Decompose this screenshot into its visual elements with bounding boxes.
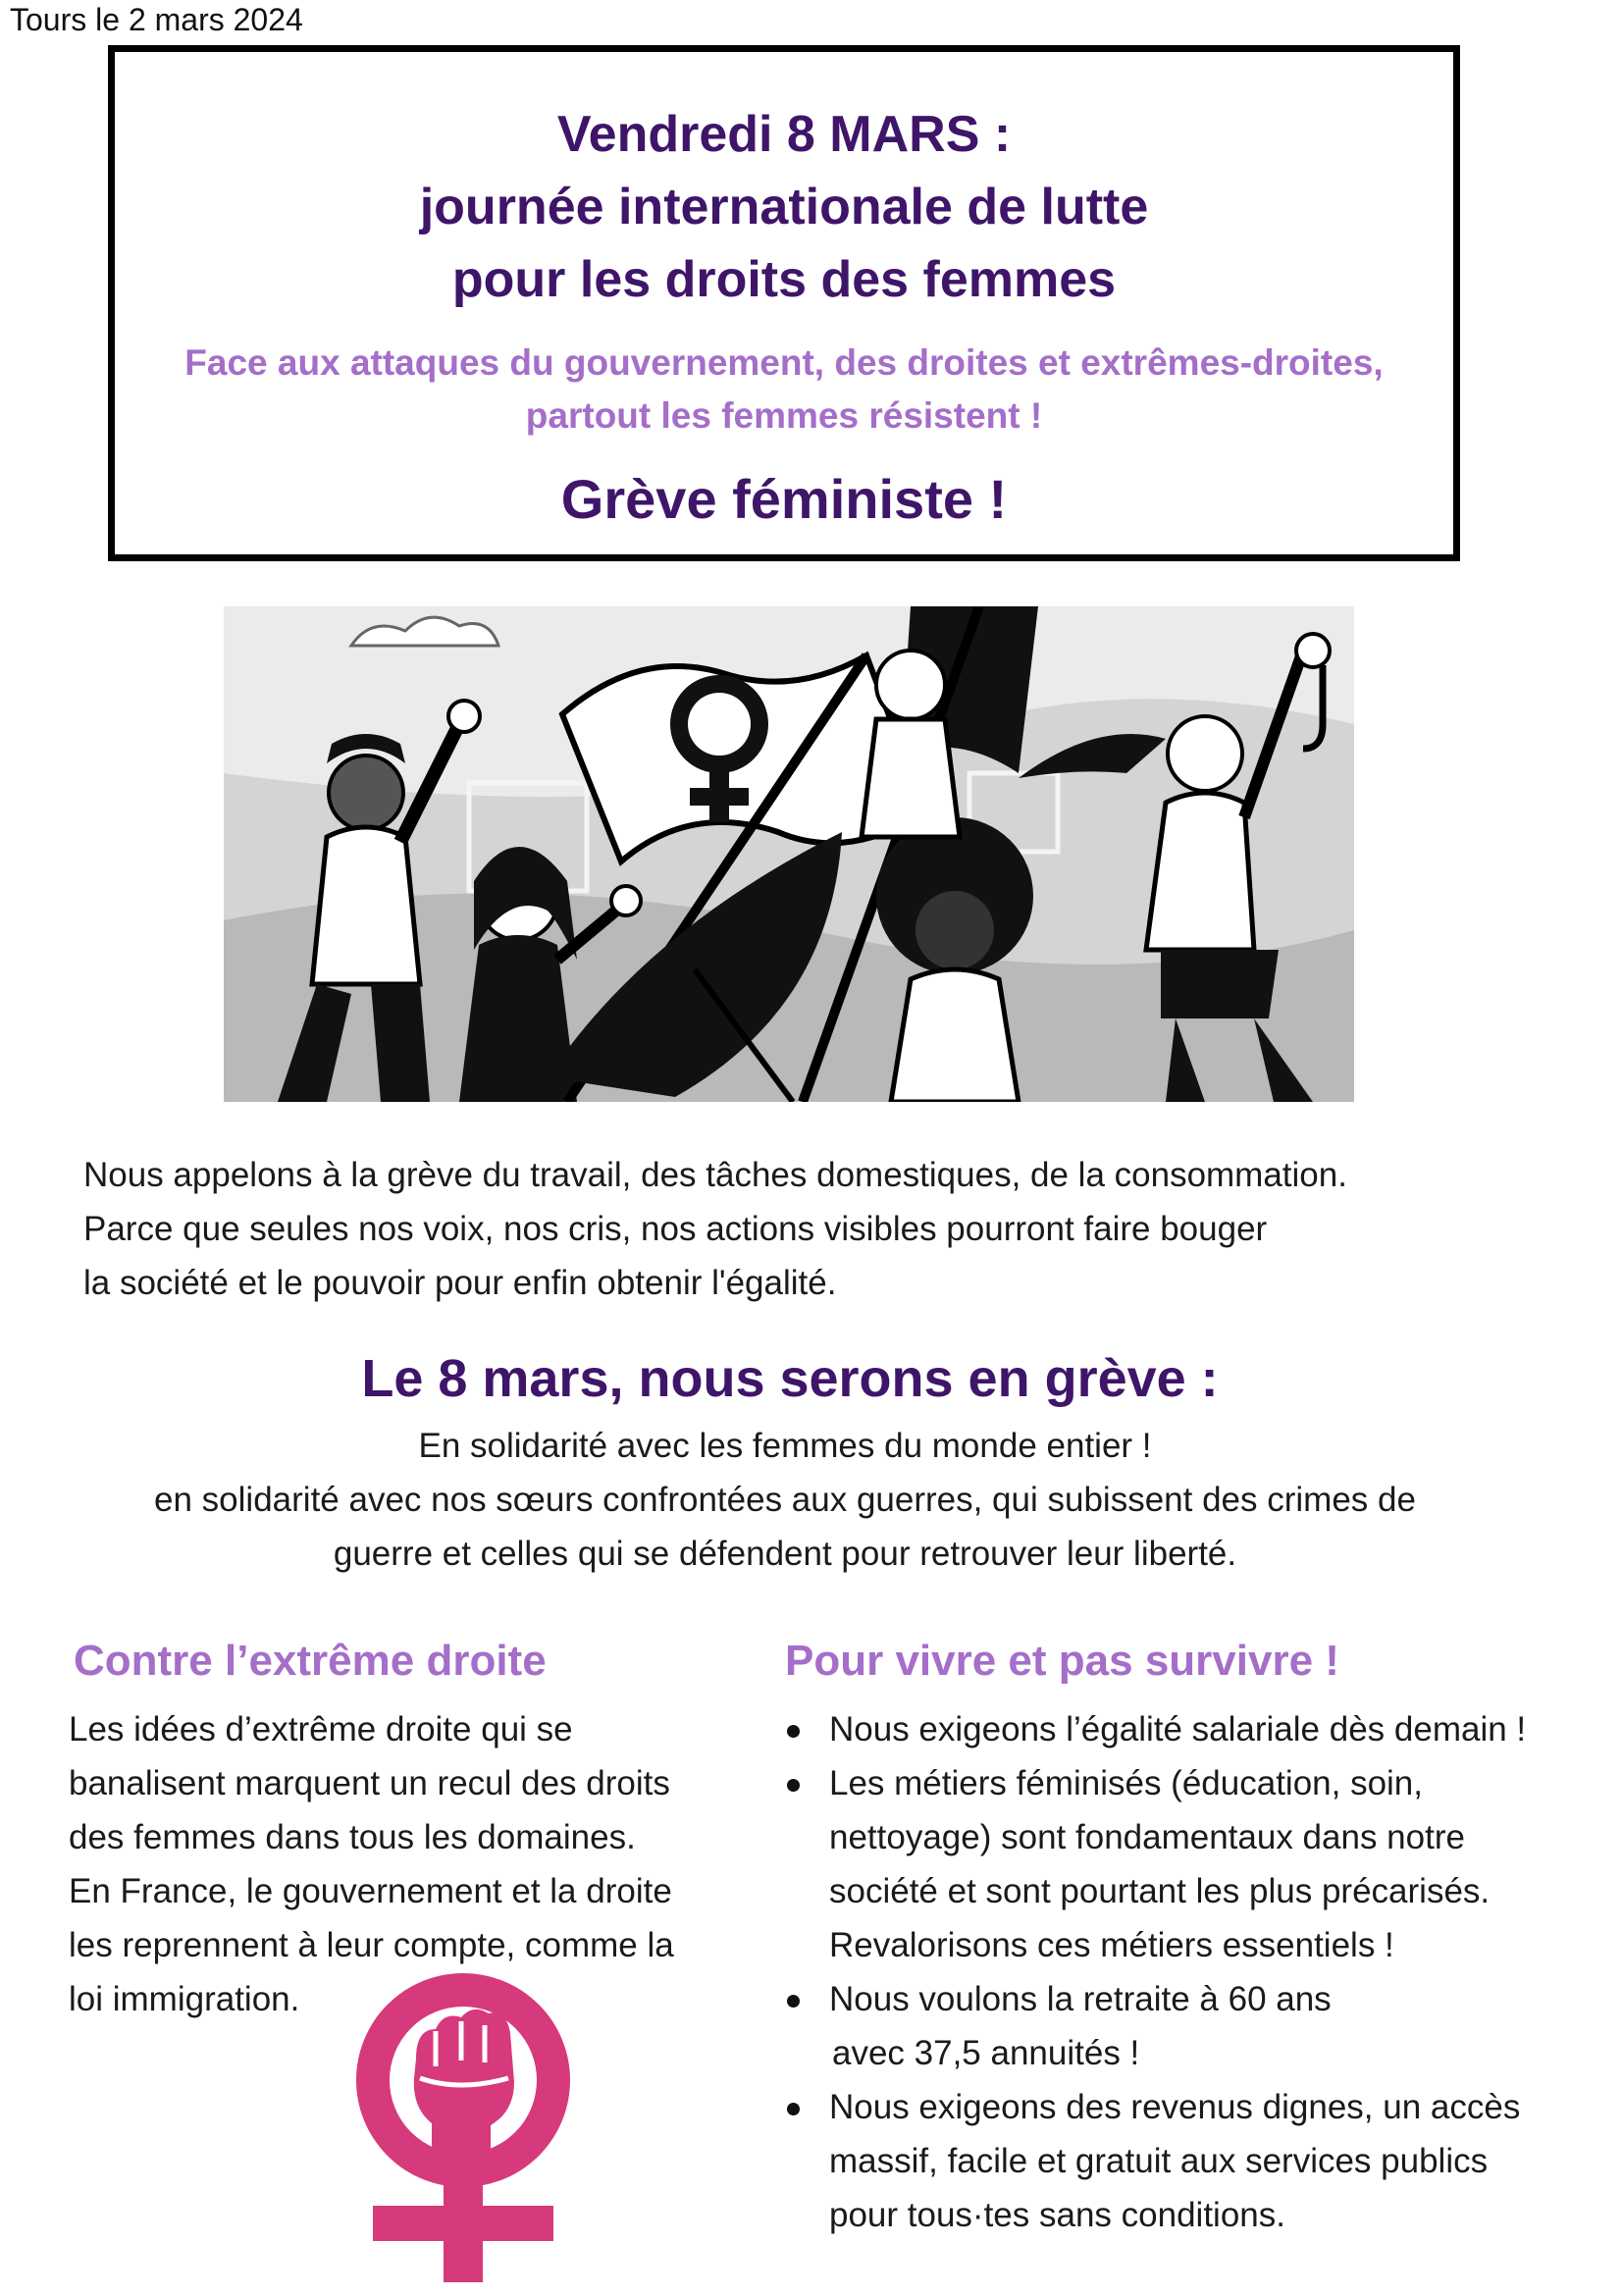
strike-heading: Le 8 mars, nous serons en grève : xyxy=(361,1349,1219,1408)
bullet-4-line-1: Nous exigeons des revenus dignes, un accès xyxy=(829,2088,1521,2126)
strike-title: Grève féministe ! xyxy=(560,468,1008,530)
bullet-1-line-1: Nous exigeons l’égalité salariale dès demain ! xyxy=(829,1710,1527,1748)
bullet-4-line-3: pour tous·tes sans conditions. xyxy=(829,2196,1285,2234)
header-title-line-3: pour les droits des femmes xyxy=(451,251,1117,308)
bullet-3-line-1: Nous voulons la retraite à 60 ans xyxy=(829,1980,1332,2018)
bullet-dot xyxy=(787,1995,800,2008)
bullet-2-line-2: nettoyage) sont fondamentaux dans notre xyxy=(829,1818,1465,1856)
intro-line-2: Parce que seules nos voix, nos cris, nos actions visibles pourront faire bouger xyxy=(83,1210,1268,1248)
bullet-dot xyxy=(787,1779,800,1792)
header-box xyxy=(108,45,1460,561)
left-column-heading: Contre l’extrême droite xyxy=(74,1637,547,1685)
left-line-4: En France, le gouvernement et la droite xyxy=(69,1872,672,1910)
bullet-3-line-2: avec 37,5 annuités ! xyxy=(832,2034,1140,2072)
left-line-5: les reprennent à leur compte, comme la xyxy=(69,1926,674,1964)
bullet-dot xyxy=(787,1725,800,1738)
right-column-heading: Pour vivre et pas survivre ! xyxy=(785,1637,1339,1685)
bullet-dot xyxy=(787,2103,800,2115)
bullet-2-line-1: Les métiers féminisés (éducation, soin, xyxy=(829,1764,1423,1802)
march-illustration xyxy=(224,606,1354,1102)
strike-line-1: En solidarité avec les femmes du monde entier ! xyxy=(418,1427,1152,1465)
header-title-line-2: journée internationale de lutte xyxy=(419,179,1149,235)
feminist-fist-venus-icon xyxy=(345,1970,581,2282)
date-line: Tours le 2 mars 2024 xyxy=(10,2,303,37)
intro-line-3: la société et le pouvoir pour enfin obtenir l'égalité. xyxy=(83,1264,837,1302)
bullet-2-line-4: Revalorisons ces métiers essentiels ! xyxy=(829,1926,1394,1964)
left-line-1: Les idées d’extrême droite qui se xyxy=(69,1710,573,1748)
intro-line-1: Nous appelons à la grève du travail, des tâches domestiques, de la consommation. xyxy=(83,1156,1347,1194)
header-subtitle-line-1: Face aux attaques du gouvernement, des droites et extrêmes-droites, xyxy=(184,342,1384,383)
strike-line-2: en solidarité avec nos sœurs confrontées aux guerres, qui subissent des crimes de xyxy=(154,1481,1416,1519)
bullet-4-line-2: massif, facile et gratuit aux services publics xyxy=(829,2142,1489,2180)
header-title-line-1: Vendredi 8 MARS : xyxy=(556,106,1012,163)
left-line-6: loi immigration. xyxy=(69,1980,300,2018)
left-line-2: banalisent marquent un recul des droits xyxy=(69,1764,670,1802)
left-line-3: des femmes dans tous les domaines. xyxy=(69,1818,636,1856)
strike-line-3: guerre et celles qui se défendent pour retrouver leur liberté. xyxy=(333,1535,1237,1573)
header-subtitle-line-2: partout les femmes résistent ! xyxy=(525,395,1043,436)
bullet-2-line-3: société et sont pourtant les plus précarisés. xyxy=(829,1872,1491,1910)
